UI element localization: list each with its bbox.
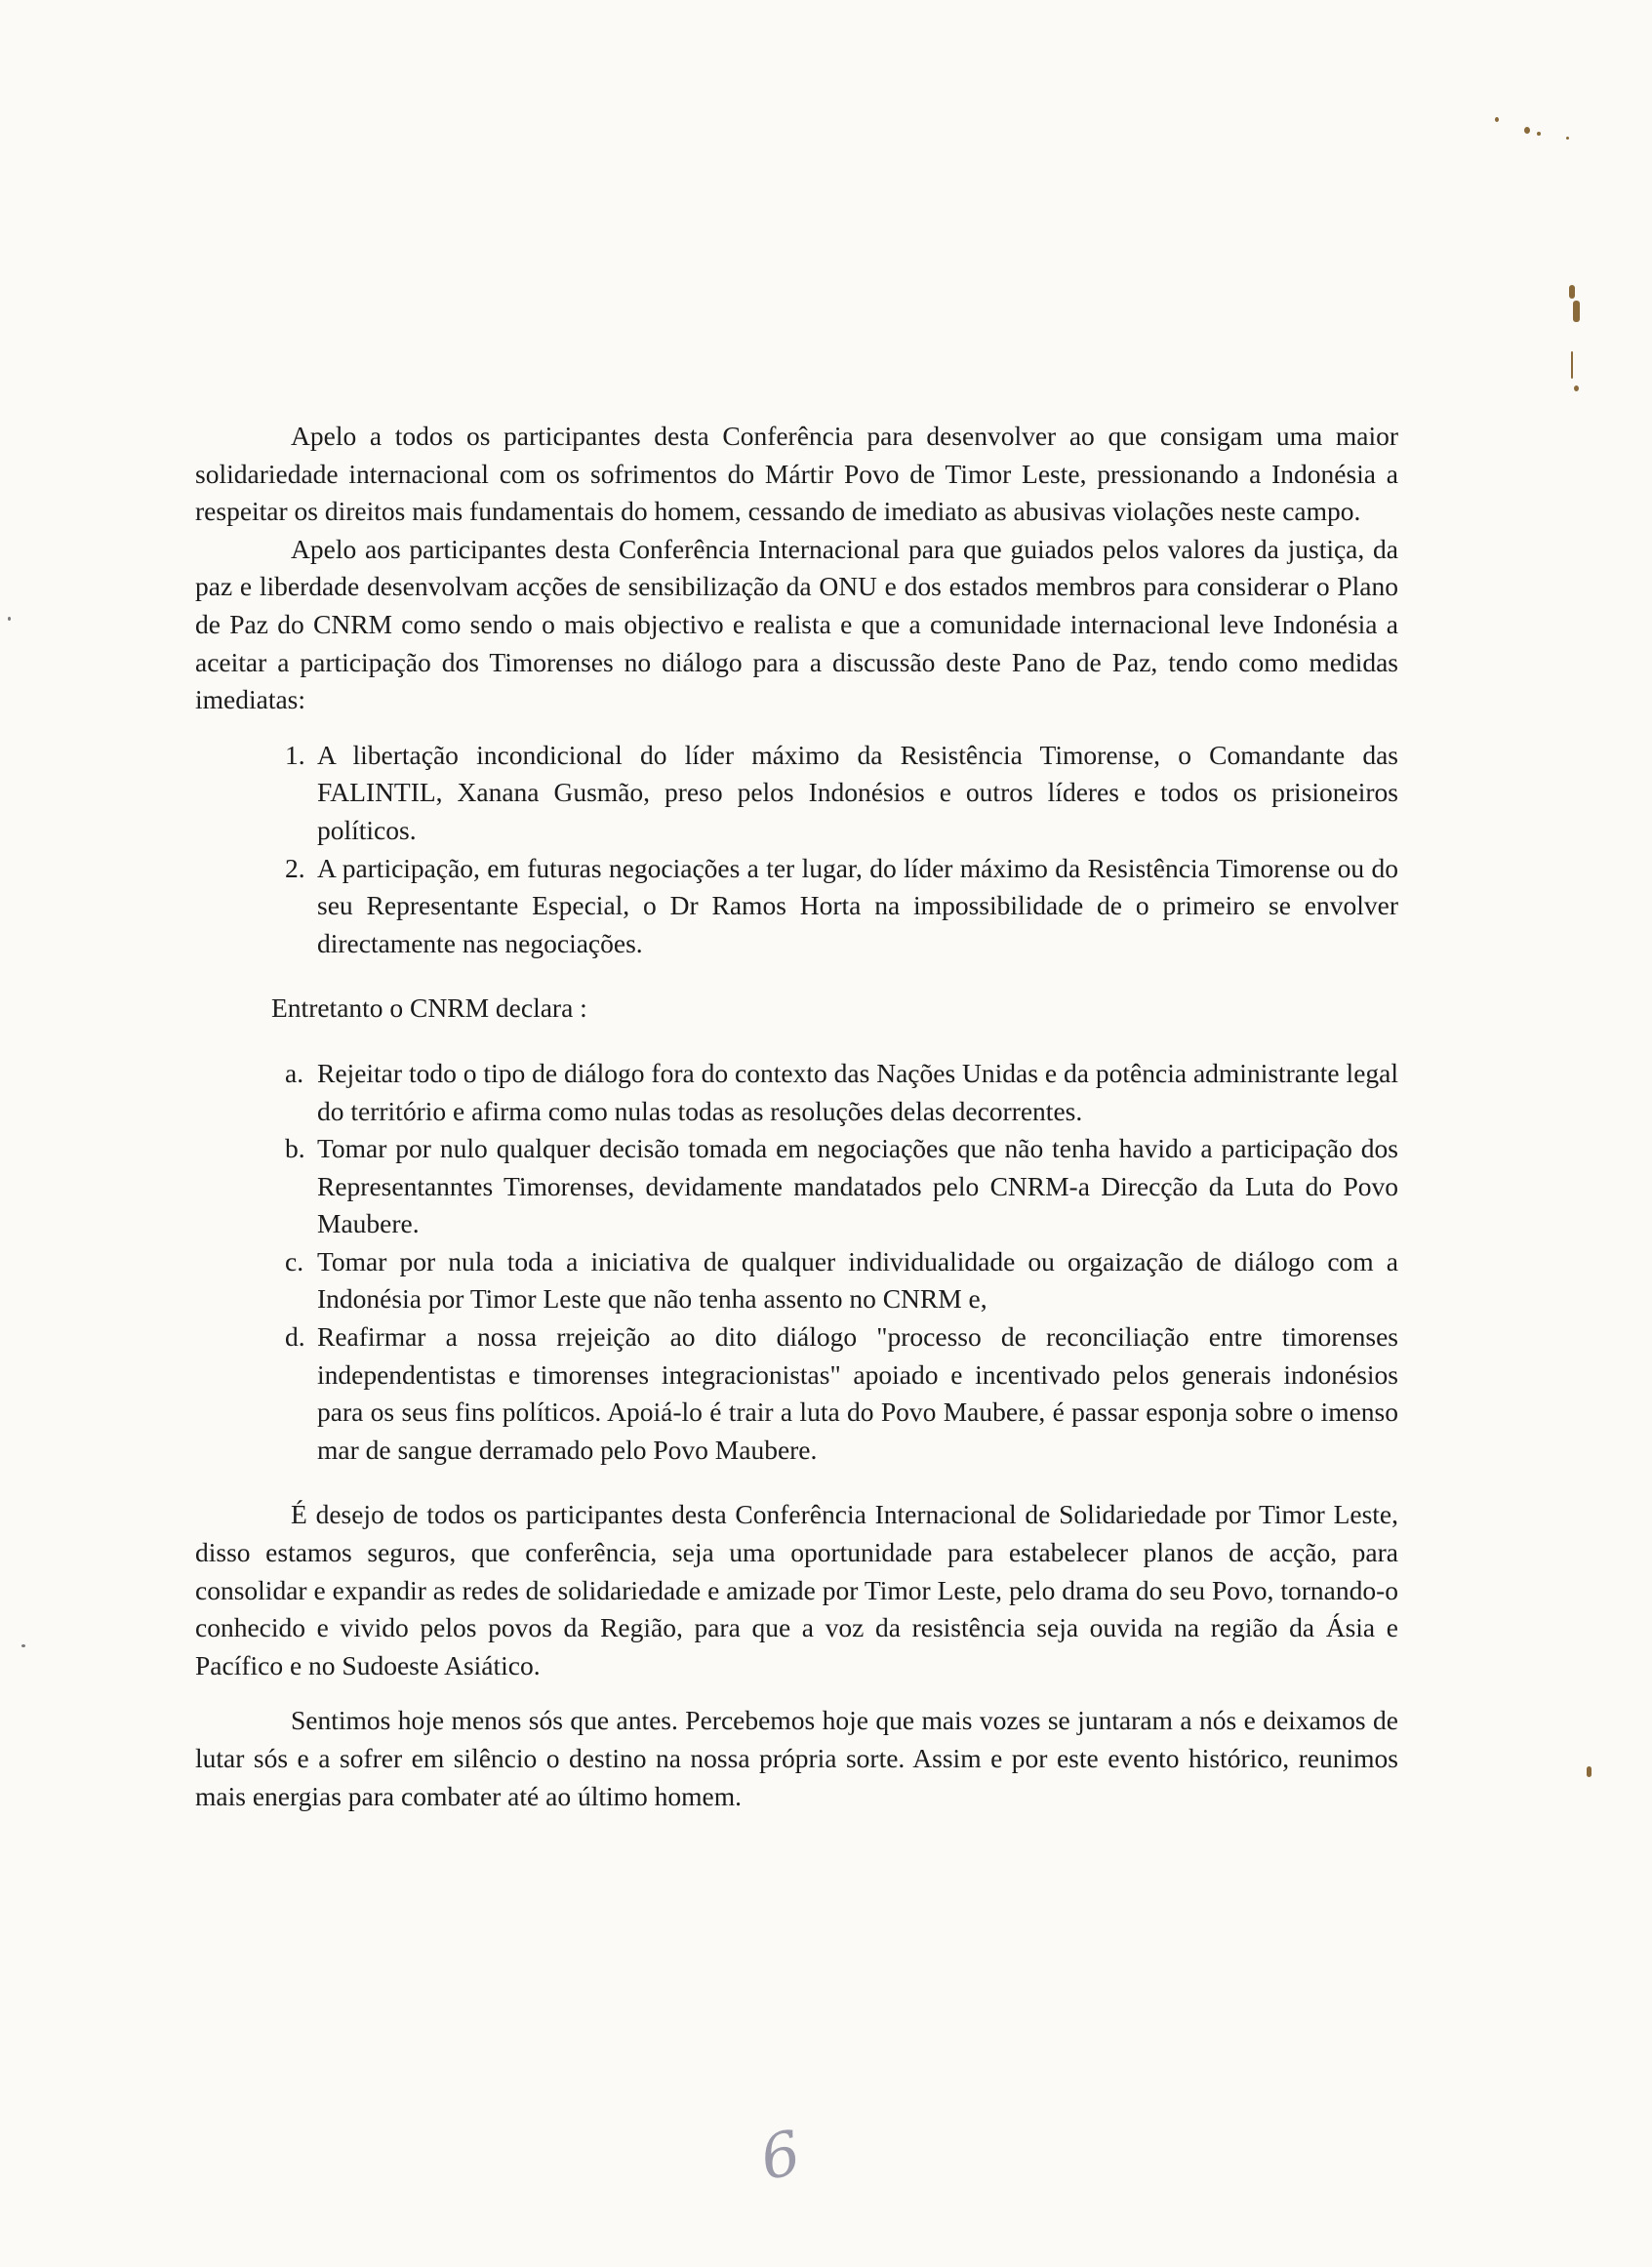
list-item-text: A libertação incondicional do líder máximo da Resistência Timorense, o Comandante das FALINTIL, Xanana Gusmão, preso pelos Indonésios e outros líderes e todos os prisioneiros políticos. [317, 739, 1398, 845]
list-marker: 2. [285, 852, 305, 883]
list-item [195, 850, 1398, 963]
list-item [195, 1318, 1398, 1469]
list-marker: c. [285, 1245, 304, 1276]
list-item-text: Rejeitar todo o tipo de diálogo fora do contexto das Nações Unidas e da potência administrante legal do território e afirma como nulas todas as resoluções delas decorrentes. [317, 1057, 1398, 1126]
list-item-text: A participação, em futuras negociações a ter lugar, do líder máximo da Resistência Timorense ou do seu Representante Especial, o Dr Ramos Horta na impossibilidade de o primeiro se envolver directamente nas negociações. [317, 852, 1398, 958]
declaration-intro: Entretanto o CNRM declara : [271, 992, 587, 1024]
immediate-measures-list [195, 737, 1398, 963]
list-item [195, 1130, 1398, 1243]
letter-body [195, 418, 1398, 1815]
list-item-text: Tomar por nula toda a iniciativa de qualquer individualidade ou orgaização de diálogo com a Indonésia por Timor Leste que não tenha assento no CNRM e, [317, 1245, 1398, 1315]
closing-paragraph-solidarity: Sentimos hoje menos sós que antes. Percebemos hoje que mais vozes se juntaram a nós e deixamos de lutar sós e a sofrer em silêncio o destino na nossa própria sorte. Assim e por este evento histórico, reunimos mais energias para combater até ao último homem. [195, 1705, 1398, 1811]
list-item [195, 1243, 1398, 1318]
list-item [195, 737, 1398, 850]
page-number: 6 [753, 2116, 807, 2195]
closing-paragraph-conference: É desejo de todos os participantes desta Conferência Internacional de Solidariedade por Timor Leste, disso estamos seguros, que conferência, seja uma oportunidade para estabelecer planos de acção, para consolidar e expandir as redes de solidariedade e amizade por Timor Leste, pelo drama do seu Povo, tornando-o conhecido e vivido pelos povos da Região, para que a voz da resistência seja ouvida na região da Ásia e Pacífico e no Sudoeste Asiático. [195, 1499, 1398, 1680]
list-marker: d. [285, 1321, 305, 1353]
list-marker: a. [285, 1057, 304, 1088]
appeal-paragraph-solidarity: Apelo a todos os participantes desta Conferência para desenvolver ao que consigam uma maior solidariedade internacional com os sofrimentos do Mártir Povo de Timor Leste, pressionando a Indonésia a respeitar os direitos mais fundamentais do homem, cessando de imediato as abusivas violações neste campo. [195, 421, 1398, 527]
list-item-text: Tomar por nulo qualquer decisão tomada em negociações que não tenha havido a participação dos Representanntes Timorenses, devidamente mandatados pelo CNRM-a Direcção da Luta do Povo Maubere. [317, 1133, 1398, 1239]
list-item-text: Reafirmar a nossa rrejeição ao dito diálogo "processo de reconciliação entre timorenses independentistas e timorenses integracionistas" apoiado e incentivado pelos generais indonésios para os seus fins políticos. Apoiá-lo é trair a luta do Povo Maubere, é passar esponja sobre o imenso mar de sangue derramado pelo Povo Maubere. [317, 1321, 1398, 1465]
list-item [195, 1055, 1398, 1130]
declarations-list [195, 1055, 1398, 1470]
list-marker: b. [285, 1133, 305, 1164]
list-marker: 1. [285, 739, 305, 770]
appeal-paragraph-un: Apelo aos participantes desta Conferência Internacional para que guiados pelos valores da justiça, da paz e liberdade desenvolvam acções de sensibilização da ONU e dos estados membros para considerar o Plano de Paz do CNRM como sendo o mais objectivo e realista e que a comunidade internacional leve Indonésia a aceitar a participação dos Timorenses no diálogo para a discussão deste Pano de Paz, tendo como medidas imediatas: [195, 533, 1398, 715]
